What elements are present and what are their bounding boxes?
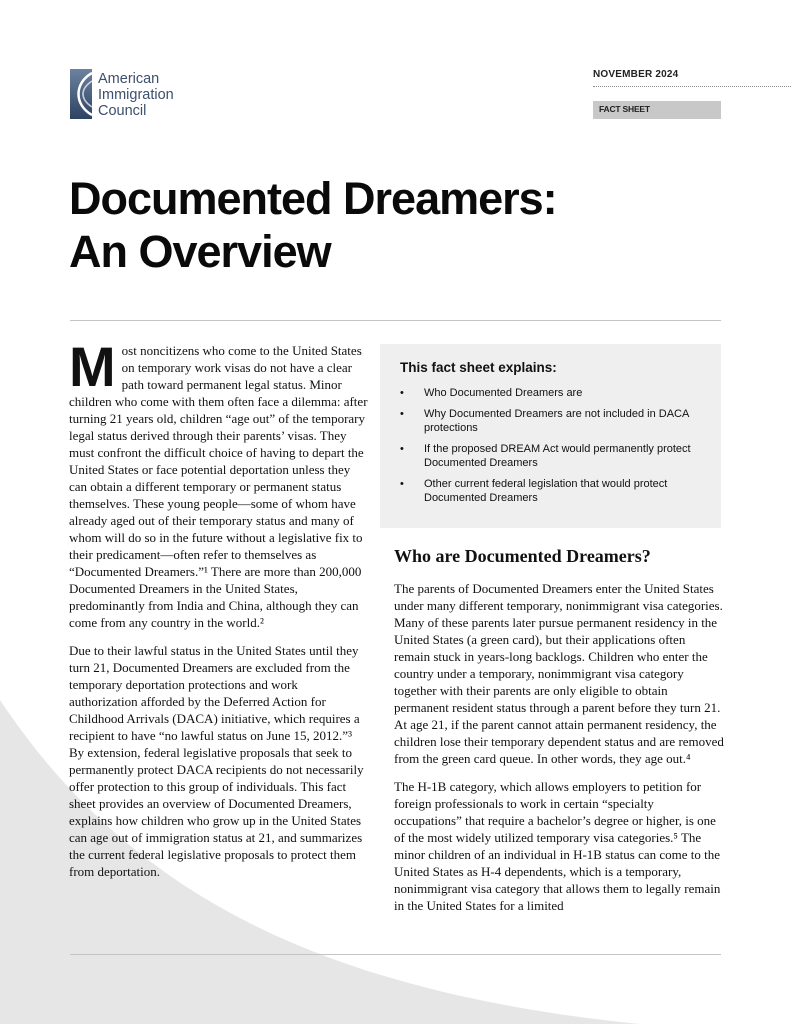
bullet-icon: • xyxy=(400,407,404,420)
explainer-box xyxy=(380,344,721,528)
explainer-item-text: If the proposed DREAM Act would permanently protect Documented Dreamers xyxy=(424,442,691,469)
explainer-item-text: Other current federal legislation that would protect Documented Dreamers xyxy=(424,477,668,504)
explainer-item xyxy=(400,477,710,506)
fact-sheet-badge xyxy=(593,101,721,119)
explainer-title: This fact sheet explains: xyxy=(400,360,557,375)
logo-line-1: American xyxy=(98,71,160,87)
section-paragraph-1: The parents of Documented Dreamers enter the United States under many different temporary, nonimmigrant visa categories. Many of these parents later pursue permanent residency in the United States (a green card), but their applications often remain stuck in years-long backlogs. Children who enter the country under a temporary, nonimmigrant visa category together with their parents are only eligible to obtain permanent resident status through a parent before they turn 21. At age 21, if the parent cannot attain permanent residency, the children lose their temporary dependent status and are removed from the green card queue. In other words, they age out.⁴ xyxy=(394,581,724,766)
logo-wordmark xyxy=(98,71,174,119)
section-heading: Who are Documented Dreamers? xyxy=(394,546,651,566)
title-line-2: An Overview xyxy=(69,226,331,277)
logo-mark-icon xyxy=(70,69,94,119)
explainer-list xyxy=(400,386,710,512)
section-column xyxy=(394,544,724,925)
bottom-divider xyxy=(70,954,721,955)
logo[interactable] xyxy=(70,69,190,121)
explainer-item xyxy=(400,442,710,471)
bullet-icon: • xyxy=(400,442,404,455)
intro-paragraph-1 xyxy=(69,335,369,631)
explainer-item-text: Who Documented Dreamers are xyxy=(424,387,583,399)
logo-line-3: Council xyxy=(98,103,147,119)
publication-date: NOVEMBER 2024 xyxy=(593,69,679,80)
section-paragraph-2: The H-1B category, which allows employers to petition for foreign professionals to work in certain “specialty occupations” that require a bachelor’s degree or higher, is one of the most widely utilized temporary visa categories.⁵ The minor children of an individual in H-1B status can come to the United States as H-4 dependents, which is a temporary, nonimmigrant visa category that allows them to legally remain in the United States for a limited xyxy=(394,779,721,913)
explainer-item-text: Why Documented Dreamers are not included in DACA protections xyxy=(424,407,689,434)
intro-paragraph-1-text: ost noncitizens who come to the United States on temporary work visas do not have a clear path toward permanent legal status. Minor children who come with them often face a dilemma: after turning 21 years old, children “age out” of the temporary legal status derived through their parents’ visas. They must confront the difficult choice of having to depart the United States or face potential deportation unless they can obtain a different temporary or permanent status themselves. These young people—some of whom have already aged out of their temporary status and many of whom will do so in the future without a legislative fix to their predicament—often refer to themselves as “Documented Dreamers.”¹ There are more than 200,000 Documented Dreamers in the United States, predominantly from India and China, although they can come from any country in the world.² xyxy=(69,343,368,630)
intro-paragraph-2: Due to their lawful status in the United States until they turn 21, Documented Dreamers are excluded from the temporary deportation protections and work authorization afforded by the Deferred Action for Childhood Arrivals (DACA) initiative, which requires a recipient to have “no lawful status on June 15, 2012.”³ By extension, federal legislative proposals that seek to permanently protect DACA recipients do not necessarily offer protection to this group of individuals. This fact sheet provides an overview of Documented Dreamers, explains how children who grow up in the United States can age out of immigration status at 21, and summarizes the current federal legislative proposals to protect them from deportation. xyxy=(69,643,364,879)
bullet-icon: • xyxy=(400,477,404,490)
intro-column xyxy=(69,335,369,891)
drop-cap: M xyxy=(69,335,116,398)
page-title xyxy=(69,172,729,278)
date-divider xyxy=(593,86,791,87)
explainer-item xyxy=(400,386,710,401)
bullet-icon: • xyxy=(400,387,404,399)
top-divider xyxy=(70,320,721,321)
badge-label: FACT SHEET xyxy=(599,104,650,114)
explainer-item xyxy=(400,407,710,436)
title-line-1: Documented Dreamers: xyxy=(69,173,557,224)
logo-line-2: Immigration xyxy=(98,87,174,103)
